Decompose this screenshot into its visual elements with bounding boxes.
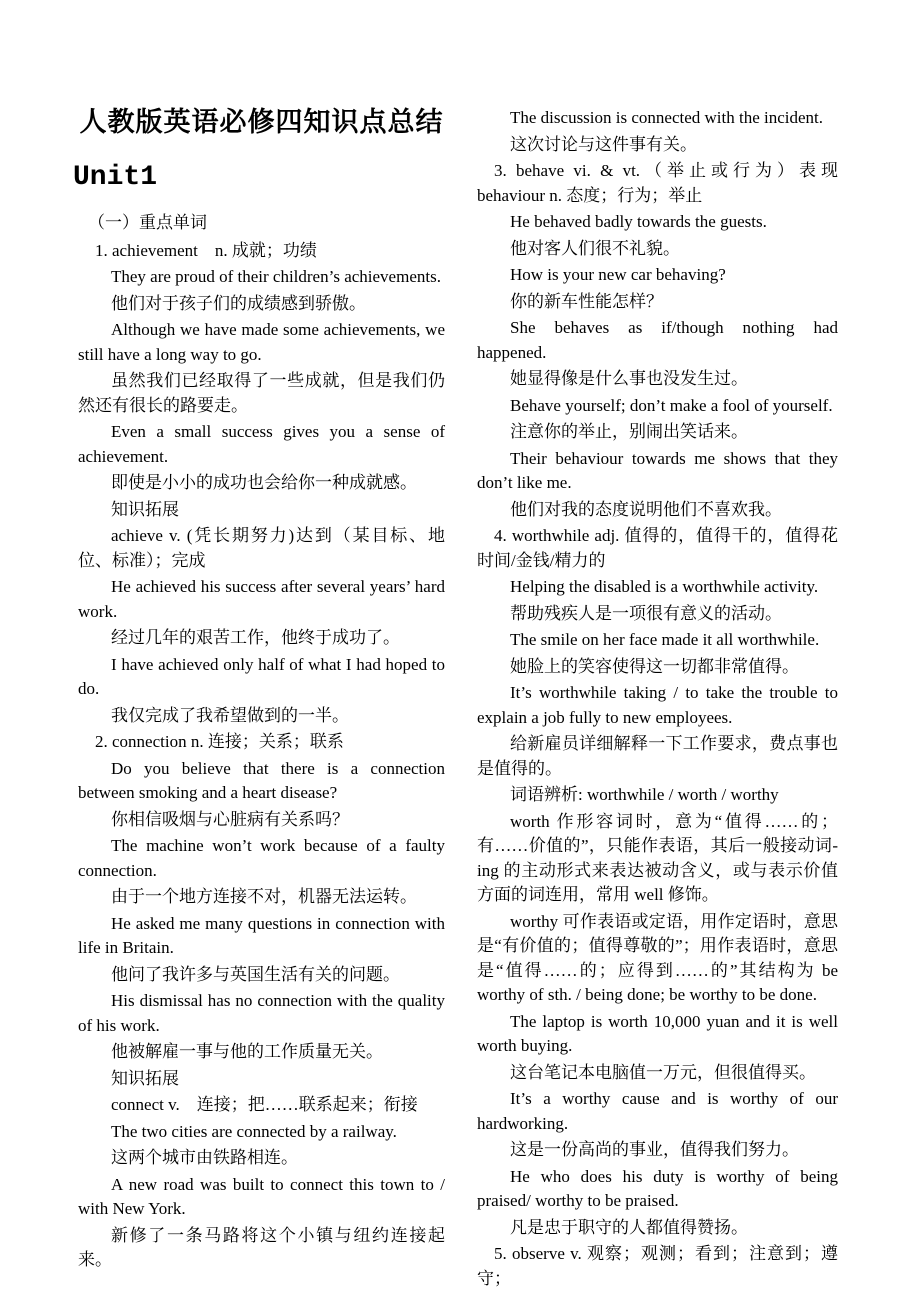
paragraph: 他对客人们很不礼貌。 <box>510 238 680 258</box>
paragraph: Helping the disabled is a worthwhile activity. <box>510 577 819 596</box>
paragraph: How is your new car behaving? <box>510 265 726 284</box>
paragraph: He who does his duty is worthy of being praised/ worthy to be praised. <box>477 1166 838 1210</box>
paragraph: Behave yourself; don’t make a fool of yourself. <box>510 395 833 415</box>
paragraph: 他问了我许多与英国生活有关的问题。 <box>111 964 400 984</box>
paragraph: It’s a worthy cause and is worthy of our hardworking. <box>477 1089 838 1133</box>
paragraph: 即使是小小的成功也会给你一种成就感。 <box>111 473 417 492</box>
right-column <box>477 106 838 1293</box>
paragraph: Although we have made some achievements, we still have a long way to go. <box>78 320 445 364</box>
entry-heading: 1. achievement n. 成就；功绩 <box>95 240 317 260</box>
paragraph: 虽然我们已经取得了一些成就，但是我们仍然还有很长的路要走。 <box>78 371 445 415</box>
paragraph: It’s worthwhile taking / to take the trouble to explain a job fully to new employees. <box>477 683 838 727</box>
paragraph: 给新雇员详细解释一下工作要求，费点事也是值得的。 <box>477 734 838 778</box>
paragraph: 她脸上的笑容使得这一切都非常值得。 <box>510 656 799 676</box>
paragraph: They are proud of their children’s achievements. <box>111 267 441 286</box>
paragraph: 他们对我的态度说明他们不喜欢我。 <box>510 499 782 519</box>
paragraph: The discussion is connected with the incident. <box>510 108 824 127</box>
paragraph: 词语辨析: worthwhile / worth / worthy <box>510 785 779 804</box>
paragraph: worthy 可作表语或定语，用作定语时，意思是“有价值的；值得尊敬的”；用作表语时，意思是“值得……的；应得到……的”其结构为 be worthy of sth. / being done; be worthy to be done. <box>477 911 838 1004</box>
paragraph: He asked me many questions in connection with life in Britain. <box>78 913 445 957</box>
doc-title: 人教版英语必修四知识点总结 <box>79 107 444 137</box>
paragraph: 她显得像是什么事也没发生过。 <box>510 369 748 388</box>
entry-heading: 3. behave vi. & vt.（举止或行为）表现 behaviour n. 态度；行为；举止 <box>477 161 838 205</box>
paragraph: 这是一份高尚的事业，值得我们努力。 <box>510 1140 799 1159</box>
paragraph: 由于一个地方连接不对，机器无法运转。 <box>111 887 417 906</box>
paragraph: 他被解雇一事与他的工作质量无关。 <box>111 1042 383 1061</box>
paragraph: Their behaviour towards me shows that they don’t like me. <box>477 448 838 492</box>
paragraph: The two cities are connected by a railway. <box>111 1121 397 1141</box>
unit-heading: Unit1 <box>73 162 158 193</box>
paragraph: His dismissal has no connection with the quality of his work. <box>78 991 445 1035</box>
paragraph: 经过几年的艰苦工作，他终于成功了。 <box>111 628 400 647</box>
paragraph: 凡是忠于职守的人都值得赞扬。 <box>510 1217 748 1237</box>
paragraph: The machine won’t work because of a faulty connection. <box>78 836 445 880</box>
paragraph: 这次讨论与这件事有关。 <box>510 134 697 154</box>
paragraph: 他们对于孩子们的成绩感到骄傲。 <box>111 293 366 313</box>
left-column <box>73 106 445 1293</box>
paragraph: connect v. 连接；把……联系起来；衔接 <box>111 1095 418 1114</box>
paragraph: A new road was built to connect this town to / with New York. <box>78 1174 445 1218</box>
entry-heading: 5. observe v. 观察；观测；看到；注意到；遵守； <box>477 1244 838 1288</box>
paragraph: The smile on her face made it all worthwhile. <box>510 630 820 649</box>
paragraph: 我仅完成了我希望做到的一半。 <box>111 705 349 725</box>
paragraph: The laptop is worth 10,000 yuan and it is well worth buying. <box>477 1011 838 1055</box>
paragraph: 知识拓展 <box>111 499 179 519</box>
paragraph: She behaves as if/though nothing had happened. <box>477 318 838 362</box>
entry-heading: 2. connection n. 连接；关系；联系 <box>95 732 344 751</box>
paragraph: He behaved badly towards the guests. <box>510 212 767 231</box>
paragraph: 注意你的举止，别闹出笑话来。 <box>510 422 748 441</box>
paragraph: He achieved his success after several years’ hard work. <box>78 577 445 621</box>
entry-heading: 4. worthwhile adj. 值得的，值得干的，值得花时间/金钱/精力的 <box>477 526 838 570</box>
paragraph: 你相信吸烟与心脏病有关系吗？ <box>111 809 349 829</box>
paragraph: achieve v. (凭长期努力)达到（某目标、地位、标准）；完成 <box>78 526 445 570</box>
paragraph: 这两个城市由铁路相连。 <box>111 1148 298 1167</box>
section-heading: （一）重点单词 <box>88 213 207 232</box>
paragraph: 这台笔记本电脑值一万元，但很值得买。 <box>510 1062 816 1082</box>
paragraph: worth 作形容词时，意为“值得……的；有……价值的”，只能作表语，其后一般接动词-ing 的主动形式来表达被动含义，或与表示价值方面的词连用，常用 well 修饰。 <box>477 811 838 904</box>
paragraph: I have achieved only half of what I had hoped to do. <box>78 654 445 698</box>
paragraph: Do you believe that there is a connection between smoking and a heart disease? <box>78 758 445 802</box>
paragraph: 知识拓展 <box>111 1068 179 1088</box>
paragraph: 新修了一条马路将这个小镇与纽约连接起来。 <box>78 1225 445 1269</box>
paragraph: 帮助残疾人是一项很有意义的活动。 <box>510 603 782 623</box>
paragraph: Even a small success gives you a sense of achievement. <box>78 422 445 466</box>
paragraph: 你的新车性能怎样？ <box>510 291 663 311</box>
